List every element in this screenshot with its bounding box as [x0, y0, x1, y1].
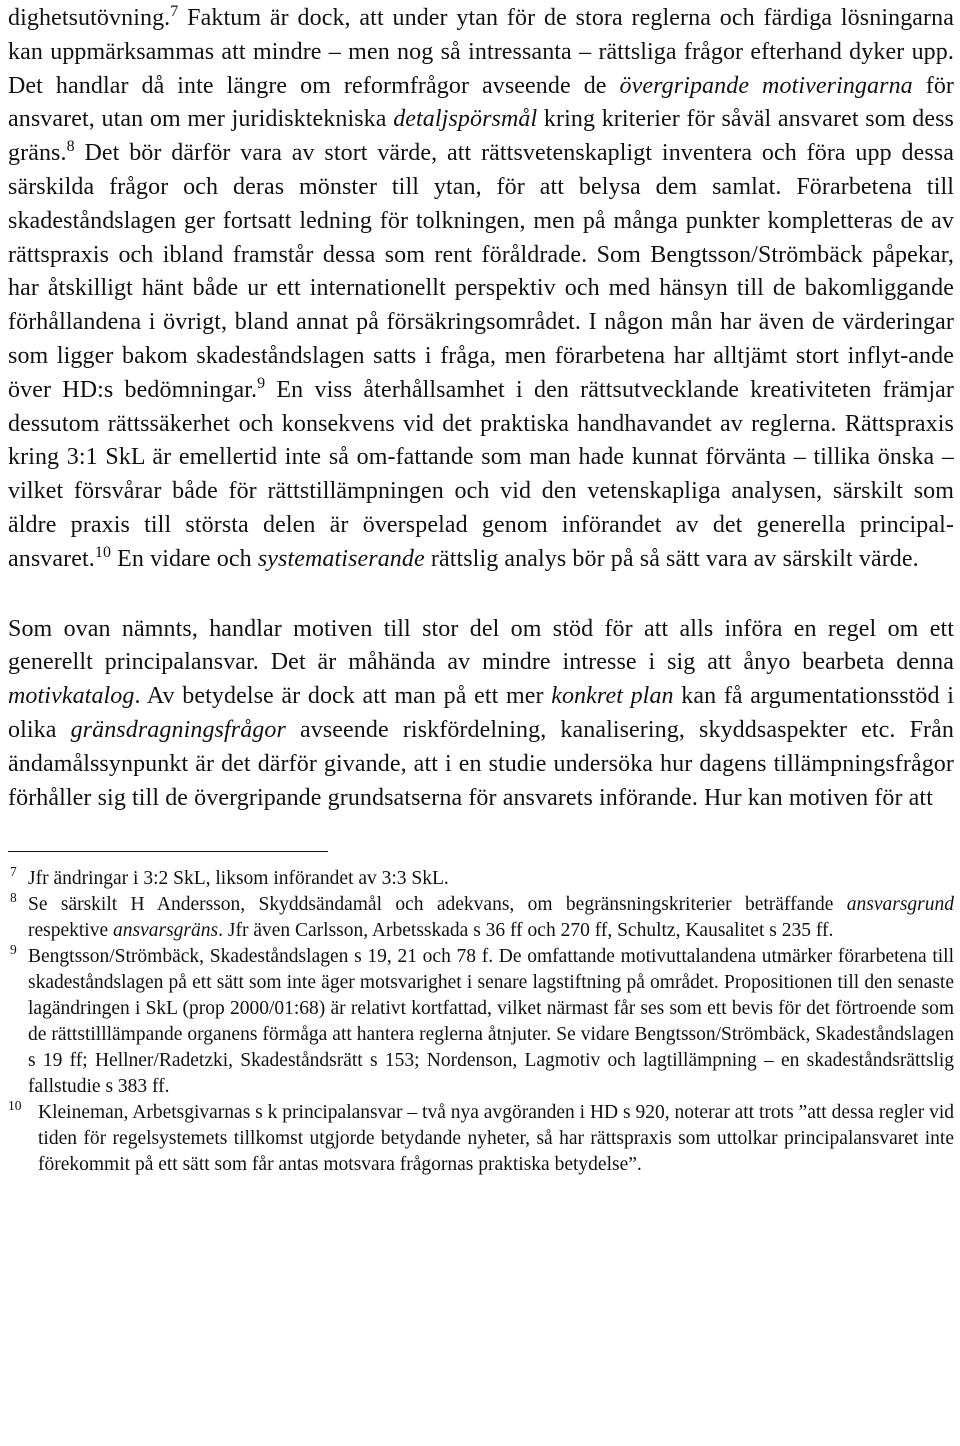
- text-run: Som ovan nämnts, handlar motiven till stor del om stöd för att alls införa en regel om ett generellt principalansvar. Det är måhända av mindre intresse i sig att ånyo bearbeta denna: [8, 615, 954, 676]
- footnotes: [8, 866, 954, 1178]
- text-run: avseende riskfördelning, kanalisering, skyddsaspekter etc. Från ändamålssynpunkt är det därför givande, att i en studie undersöka hur dagens tillämpningsfrågor förhåller sig till de övergripande grundsatserna för ansvarets införande. Hur kan motiven för att: [8, 716, 954, 811]
- footnote-text: respektive: [28, 920, 114, 942]
- text-run: En vidare och: [111, 545, 258, 572]
- body-paragraph-1: [8, 2, 954, 577]
- text-run: Det bör därför vara av stort värde, att rättsvetenskapligt inventera och föra upp dessa särskilda frågor och deras mönster till ytan, för att belysa dem samlat. Förarbetena till skadeståndslagen ger fortsatt ledning för tolkningen, men på många punkter kompletteras de av rättspraxis och ibland framstår dessa som rent föråldrade. Som Bengtsson/Strömbäck påpekar, har åtskilligt hänt både ur ett internationellt perspektiv och med hänsyn till de bakomliggande förhållandena i övrigt, bland annat på försäkringsområdet. I någon mån har även de värderingar som ligger bakom skadeståndslagen satts i fråga, men förarbetena har alltjämt stort inflyt-ande över HD:s bedömningar.: [8, 140, 954, 403]
- footnote-8: [8, 892, 954, 944]
- italic-text: systematiserande: [257, 545, 425, 572]
- italic-text: ansvarsgräns: [113, 920, 219, 942]
- footnote-ref-8[interactable]: 8: [66, 138, 75, 156]
- text-run: Faktum är dock, att under ytan för de stora reglerna och färdiga lösningarna kan uppmärksammas att mindre – men nog så intressanta – rättsliga frågor efterhand dyker upp. Det handlar då inte längre om reformfrågor avseende de: [8, 5, 954, 99]
- footnote-text: Se särskilt H Andersson, Skyddsändamål och adekvans, om begränsningskriterier beträffande: [28, 894, 847, 916]
- text-run: för ansvaret, utan om mer juridisktekniska: [8, 72, 955, 133]
- text-run: kan få argumentationsstöd i olika: [8, 683, 954, 743]
- text-run: dighetsutövning.: [8, 5, 171, 31]
- text-run: . Av betydelse är dock att man på ett mer: [134, 683, 552, 710]
- footnote-10: [8, 1100, 954, 1178]
- footnote-number: 9: [10, 942, 17, 958]
- italic-text: motivkatalog: [8, 683, 135, 710]
- text-run: kring kriterier för såväl ansvaret som dess gräns.: [8, 106, 954, 167]
- footnote-ref-10[interactable]: 10: [94, 543, 112, 561]
- footnote-number: 7: [10, 864, 17, 880]
- italic-text: gränsdragningsfrågor: [70, 716, 286, 743]
- body-paragraph-2: [8, 613, 954, 816]
- footnote-7: [8, 866, 954, 892]
- italic-text: detaljspörsmål: [393, 106, 538, 133]
- italic-text: konkret plan: [551, 683, 674, 710]
- text-run: En viss återhållsamhet i den rättsutvecklande kreativiteten främjar dessutom rättssäkerhet och konsekvens vid det praktiska handhavandet av reglerna. Rättspraxis kring 3:1 SkL är emellertid inte så om-fattande som man hade kunnat förvänta – tillika önska – vilket försvårar både för rättstillämpningen och vid den vetenskapliga analysen, särskilt som äldre praxis till största delen är överspelad genom införandet av det generella principal-ansvaret.: [8, 376, 954, 572]
- footnote-text: Bengtsson/Strömbäck, Skadeståndslagen s 19, 21 och 78 f. De omfattande motivuttalandena utmärker förarbetena till skadeståndslagen på ett sätt som inte äger motsvarighet i senare lagstiftning på området. Propositionen till den senaste lagändringen i SkL (prop 2000/01:68) är relativt kortfattad, vilket närmast får ses som ett bevis för det förtroende som de rättstilllämpande organens förmåga att hantera reglerna åtnjuter. Se vidare Bengtsson/Strömbäck, Skadeståndslagen s 19 ff; Hellner/Radetzki, Skadeståndsrätt s 153; Nordenson, Lagmotiv och lagtillämpning – en skadeståndsrättslig fallstudie s 383 ff.: [28, 946, 954, 1098]
- footnote-text: Jfr ändringar i 3:2 SkL, liksom införandet av 3:3 SkL.: [28, 868, 449, 890]
- footnote-number: 10: [8, 1098, 22, 1114]
- footnote-text: . Jfr även Carlsson, Arbetsskada s 36 ff och 270 ff, Schultz, Kausalitet s 235 ff.: [218, 920, 834, 942]
- footnote-separator: [8, 851, 328, 852]
- footnote-text: Kleineman, Arbetsgivarnas s k principalansvar – två nya avgöranden i HD s 920, noterar att trots ”att dessa regler vid tiden för regelsystemets tillkomst utgjorde betydande nyheter, så har rättspraxis som uttolkar principalansvaret inte förekommit på ett sätt som får antas motsvara frågornas praktiska betydelse”.: [38, 1102, 954, 1176]
- italic-text: ansvarsgrund: [846, 894, 954, 916]
- footnote-number: 8: [10, 890, 17, 906]
- italic-text: övergripande motiveringarna: [619, 72, 913, 99]
- text-run: rättslig analys bör på så sätt vara av särskilt värde.: [424, 545, 919, 572]
- footnote-ref-7[interactable]: 7: [170, 3, 179, 20]
- footnote-9: [8, 944, 954, 1100]
- footnote-ref-9[interactable]: 9: [257, 374, 266, 392]
